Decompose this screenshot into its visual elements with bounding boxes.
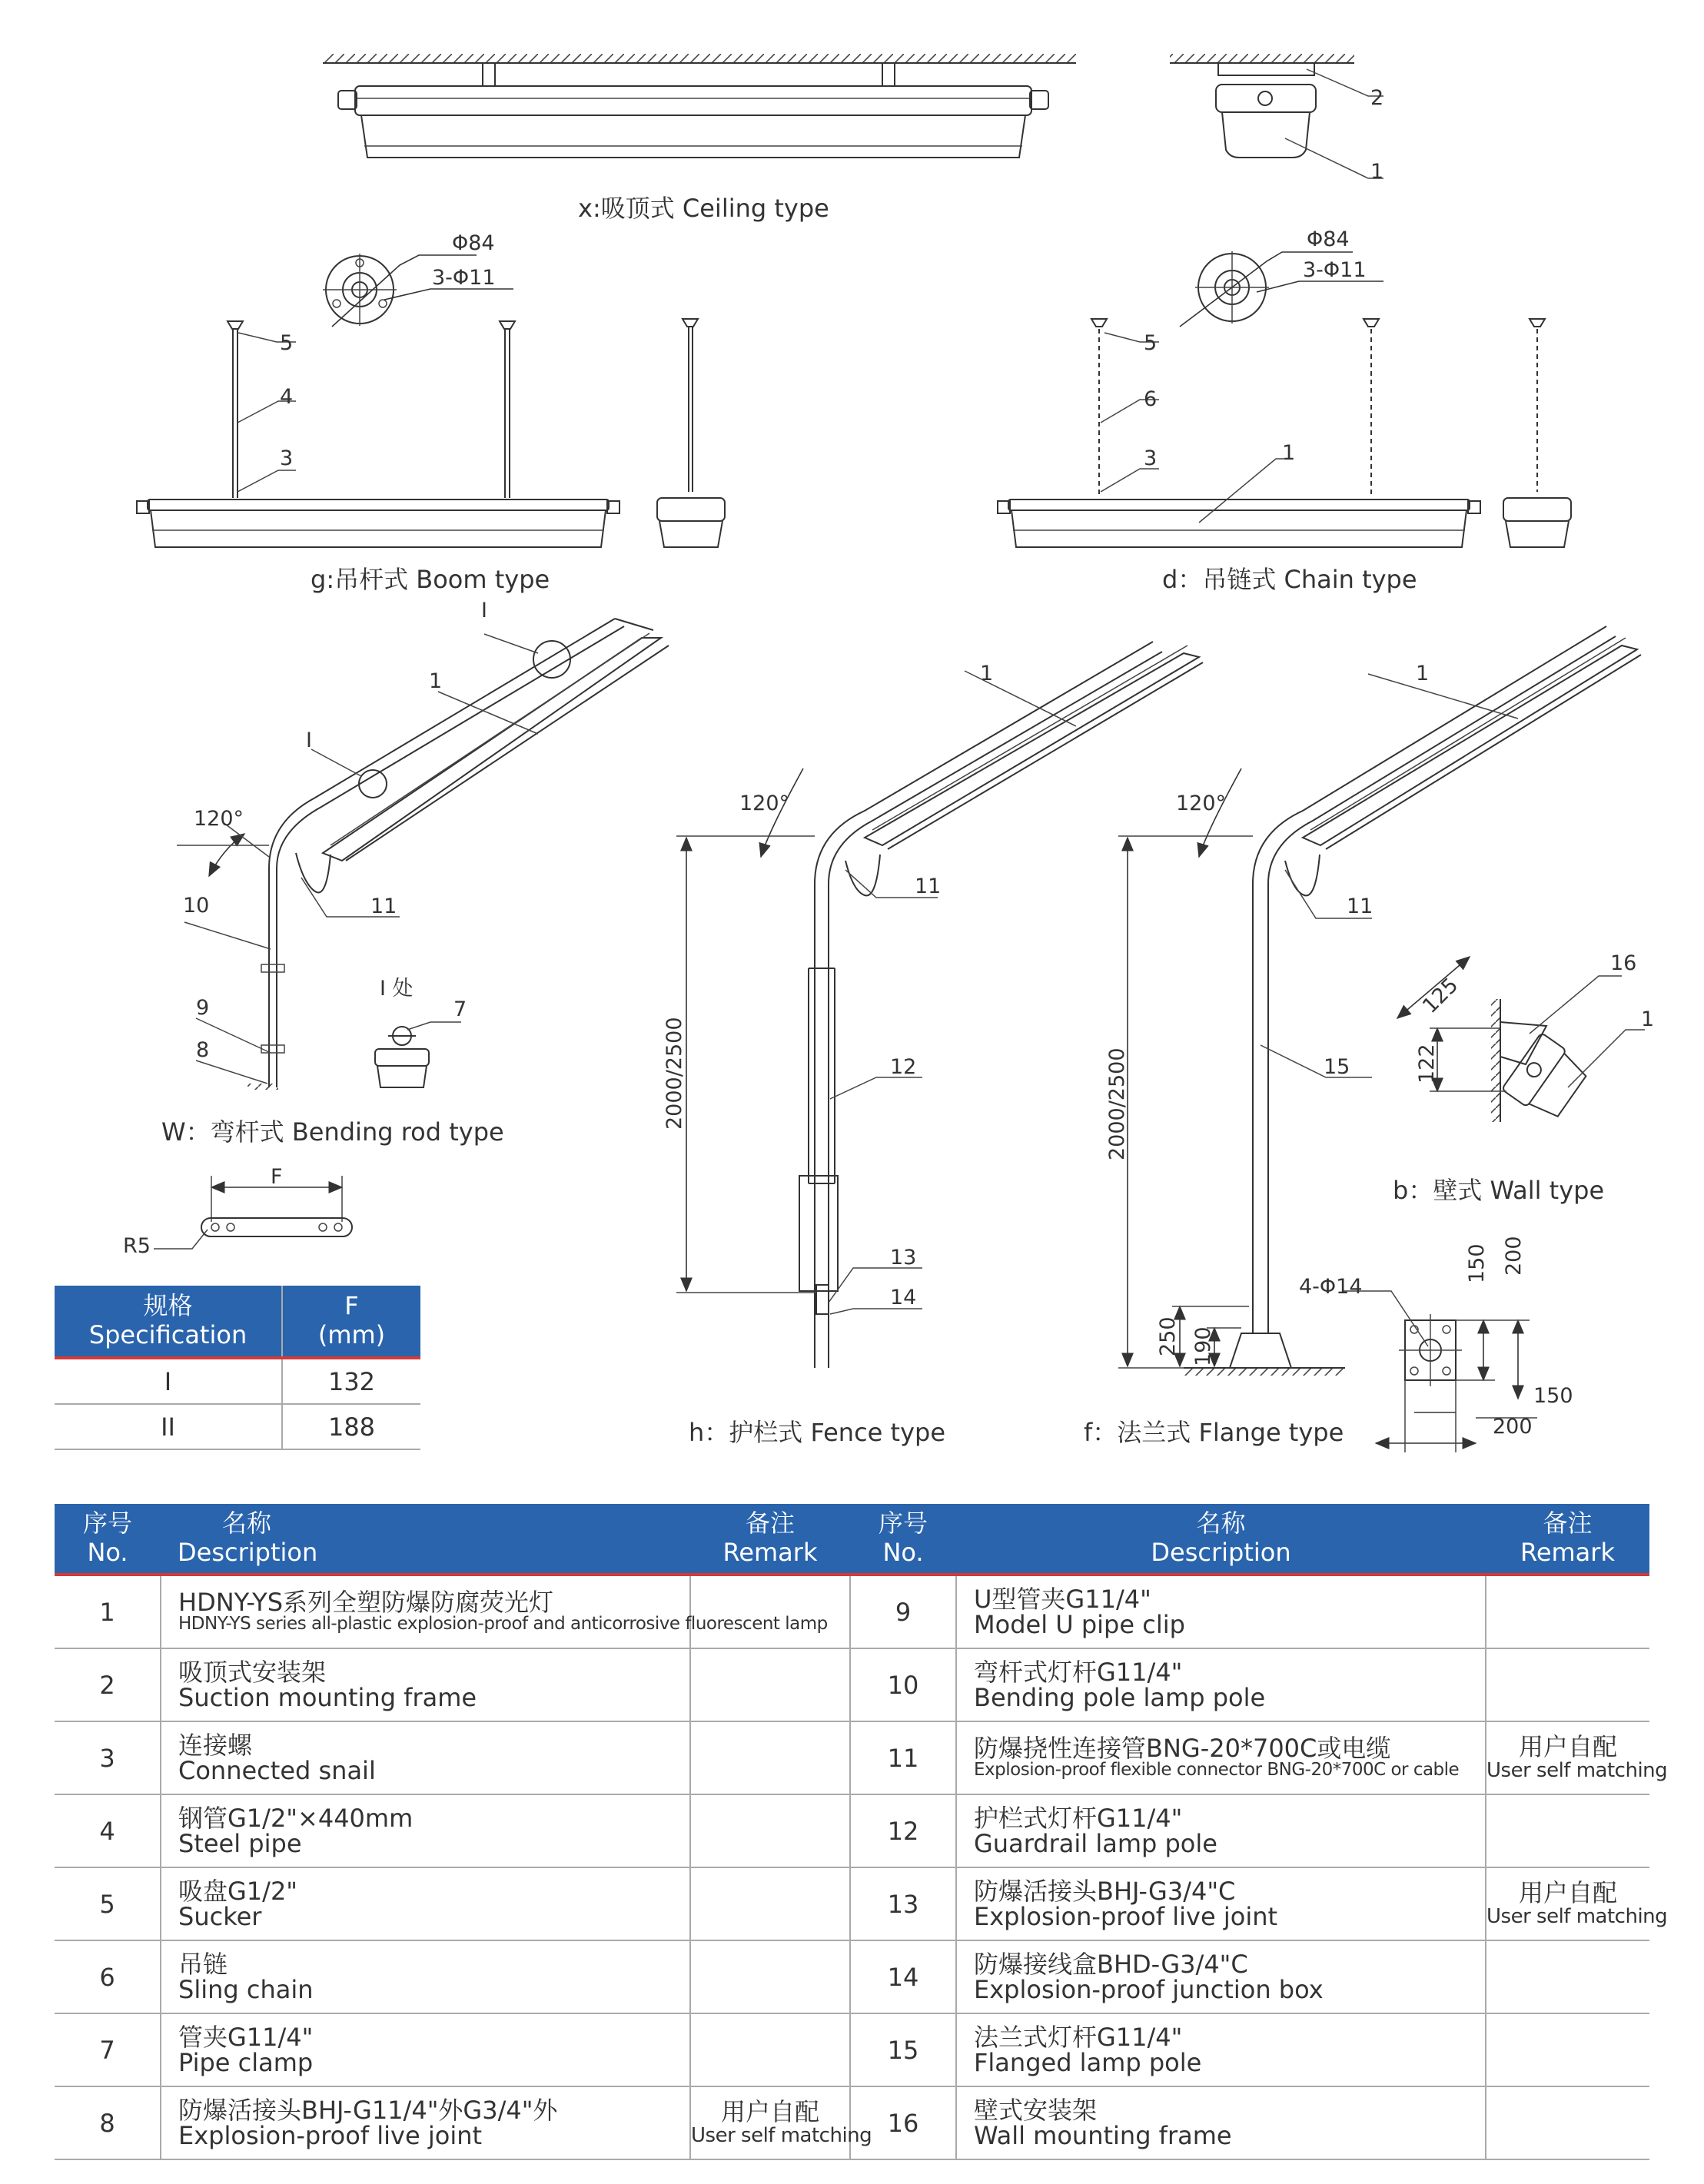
dim-150-h: 150 (1533, 1384, 1573, 1408)
table-row (55, 1794, 1649, 1867)
header-desc-en: Description (178, 1538, 318, 1567)
label-3-chain: 3 (1144, 446, 1158, 470)
part-description-cell (956, 1867, 1486, 1940)
part-description-cell (161, 2086, 690, 2159)
dim-height-fence: 2000/2500 (663, 1017, 686, 1130)
part-name-zh: HDNY-YS系列全塑防爆防腐荧光灯 (178, 1588, 554, 1618)
part-name-zh: 法兰式灯杆G11/4" (974, 2022, 1183, 2052)
part-remark-cell (1486, 1721, 1668, 1794)
part-name-en: Steel pipe (178, 1828, 302, 1858)
part-name-en: Flanged lamp pole (974, 2047, 1202, 2077)
header-desc (161, 1504, 690, 1575)
caption-bending: W：弯杆式 Bending rod type (161, 1117, 504, 1147)
dim-height-flange: 2000/2500 (1105, 1047, 1129, 1160)
detail-I-view (375, 1022, 461, 1087)
part-name-zh: 连接螺 (178, 1730, 253, 1760)
part-description-cell (161, 1721, 690, 1794)
mark-I-2: I (481, 599, 487, 622)
spec-header-row (55, 1286, 420, 1358)
dim-125: 125 (1418, 973, 1463, 1018)
part-name-en: Sucker (178, 1901, 262, 1931)
part-remark-cell (1486, 2086, 1649, 2159)
part-name-zh: 吊链 (178, 1949, 228, 1979)
part-number-cell: 13 (850, 1867, 956, 1940)
part-name-zh: 防爆活接头BHJ-G11/4"外G3/4"外 (178, 2095, 558, 2125)
label-2: 2 (1370, 86, 1384, 110)
part-remark-cell (1486, 1648, 1649, 1721)
part-name-zh: 护栏式灯杆G11/4" (974, 1803, 1183, 1833)
label-11-bending: 11 (370, 895, 397, 918)
table-row (55, 1940, 1649, 2013)
label-14: 14 (890, 1286, 917, 1309)
part-number-cell: 4 (55, 1794, 161, 1867)
label-16: 16 (1610, 951, 1637, 975)
label-11-fence: 11 (915, 875, 942, 898)
part-description-cell (956, 1575, 1486, 1648)
label-5-chain: 5 (1144, 331, 1158, 355)
label-7: 7 (453, 997, 467, 1021)
header-no (55, 1504, 161, 1575)
part-name-en: Model U pipe clip (974, 1609, 1185, 1639)
part-description-cell (956, 1940, 1486, 2013)
spec-header-spec-zh: 规格 (143, 1291, 193, 1321)
part-number-cell: 8 (55, 2086, 161, 2159)
header-remark-en: Remark (1520, 1538, 1615, 1567)
dim-250: 250 (1156, 1316, 1180, 1356)
chain-end-view (1503, 319, 1571, 547)
table-row (55, 2013, 1649, 2086)
part-number-cell: 3 (55, 1721, 161, 1794)
part-remark-cell (690, 1721, 850, 1794)
header-remark-zh: 备注 (1543, 1509, 1593, 1538)
table-row (55, 1404, 420, 1449)
part-number-cell: 15 (850, 2013, 956, 2086)
part-number-cell: 7 (55, 2013, 161, 2086)
part-description-cell (956, 1721, 1486, 1794)
detail-caption: I 处 (380, 977, 414, 1001)
part-name-en: Connected snail (178, 1755, 376, 1785)
spec-header-spec (55, 1286, 282, 1358)
parts-header-row (55, 1504, 1649, 1575)
dim-190: 190 (1191, 1326, 1215, 1366)
part-number-cell: 16 (850, 2086, 956, 2159)
spec-header-f-en: (mm) (317, 1320, 386, 1349)
part-description-cell (161, 1575, 828, 1648)
boom-end-view (657, 319, 725, 547)
header-no-en: No. (87, 1538, 128, 1567)
part-description-cell (161, 1794, 690, 1867)
part-name-zh: 防爆挠性连接管BNG-20*700C或电缆 (974, 1734, 1391, 1764)
part-name-en: Sling chain (178, 1974, 314, 2004)
part-name-en: Explosion-proof live joint (974, 1901, 1278, 1931)
label-1-flange: 1 (1416, 662, 1430, 685)
f-cell: 188 (282, 1404, 420, 1449)
part-name-zh: 管夹G11/4" (178, 2022, 314, 2052)
header-no-zh: 序号 (82, 1509, 132, 1538)
part-description-cell (161, 2013, 690, 2086)
f-cell: 132 (282, 1358, 420, 1404)
table-row (55, 1721, 1649, 1794)
spec-header-spec-en: Specification (88, 1320, 247, 1349)
part-description-cell (956, 1794, 1486, 1867)
part-number-cell: 9 (850, 1575, 956, 1648)
dim-150-v: 150 (1465, 1243, 1489, 1283)
part-number-cell: 10 (850, 1648, 956, 1721)
part-name-en: Wall mounting frame (974, 2120, 1232, 2150)
header-remark-zh: 备注 (745, 1509, 795, 1538)
part-number-cell: 14 (850, 1940, 956, 2013)
part-remark-cell (1486, 1940, 1649, 2013)
part-description-cell (161, 1648, 690, 1721)
dim-angle-fence: 120° (739, 792, 790, 815)
header-desc-zh: 名称 (1196, 1509, 1246, 1538)
part-description-cell (956, 2013, 1486, 2086)
part-name-zh: 钢管G1/2"×440mm (178, 1803, 414, 1833)
table-row (55, 1358, 420, 1404)
remark-zh: 用户自配 (720, 2097, 819, 2127)
header-no (850, 1504, 956, 1575)
table-row (55, 1648, 1649, 1721)
label-1-ceiling: 1 (1370, 160, 1384, 184)
spec-header-f (282, 1286, 420, 1358)
bending-rod-view (177, 619, 669, 1090)
part-name-en: Bending pole lamp pole (974, 1682, 1266, 1712)
part-number-cell: 11 (850, 1721, 956, 1794)
remark-en: User self matching (1486, 1904, 1668, 1928)
table-row (55, 1867, 1649, 1940)
part-remark-cell (1486, 1575, 1649, 1648)
dim-flange-holes: 4-Φ14 (1299, 1275, 1363, 1299)
part-remark-cell (690, 1867, 850, 1940)
part-description-cell (161, 1867, 690, 1940)
spec-cell: II (55, 1404, 282, 1449)
caption-chain: d：吊链式 Chain type (1162, 565, 1417, 594)
part-name-zh: 防爆活接头BHJ-G3/4"C (974, 1876, 1236, 1906)
remark-zh: 用户自配 (1518, 1732, 1617, 1762)
table-row (55, 1575, 1649, 1648)
spec-header-f-zh: F (344, 1291, 359, 1321)
remark-zh: 用户自配 (1518, 1878, 1617, 1908)
dim-200-v: 200 (1502, 1236, 1526, 1276)
boom-sucker-detail (323, 254, 513, 327)
part-remark-cell (690, 1575, 850, 1648)
dim-phi84-chain: Φ84 (1307, 227, 1350, 251)
label-12: 12 (890, 1055, 917, 1079)
part-name-zh: 防爆接线盒BHD-G3/4"C (974, 1949, 1248, 1979)
header-no-en: No. (882, 1538, 924, 1567)
header-no-zh: 序号 (878, 1509, 928, 1538)
fence-type-view (676, 642, 1203, 1368)
dim-angle-flange: 120° (1176, 792, 1227, 815)
label-1-chain: 1 (1282, 441, 1296, 465)
ceiling-type-view (323, 54, 1076, 158)
dim-122: 122 (1415, 1044, 1439, 1084)
header-remark (690, 1504, 850, 1575)
part-number-cell: 2 (55, 1648, 161, 1721)
spec-cell: I (55, 1358, 282, 1404)
part-description-cell (956, 2086, 1486, 2159)
caption-ceiling: x:吸顶式 Ceiling type (578, 194, 829, 223)
part-description-cell (161, 1940, 690, 2013)
dim-phi84-boom: Φ84 (452, 231, 495, 255)
part-remark-cell (690, 1940, 850, 2013)
caption-fence: h：护栏式 Fence type (689, 1418, 946, 1447)
part-number-cell: 12 (850, 1794, 956, 1867)
caption-wall: b：壁式 Wall type (1393, 1176, 1605, 1205)
remark-en: User self matching (691, 2123, 872, 2147)
label-8: 8 (196, 1038, 210, 1062)
boom-type-view (137, 321, 619, 547)
label-3-boom: 3 (280, 446, 294, 470)
dim-200-h: 200 (1493, 1415, 1533, 1439)
label-5-boom: 5 (280, 331, 294, 355)
part-name-zh: U型管夹G11/4" (974, 1584, 1151, 1614)
header-remark (1486, 1504, 1649, 1575)
parts-table (55, 1504, 1668, 2160)
chain-type-view (998, 319, 1480, 547)
label-13: 13 (890, 1246, 917, 1270)
table-row (55, 2086, 1649, 2159)
part-description-cell (956, 1648, 1486, 1721)
part-name-en: HDNY-YS series all-plastic explosion-proof and anticorrosive fluorescent lamp (178, 1614, 828, 1635)
label-15: 15 (1324, 1055, 1350, 1079)
label-6: 6 (1144, 387, 1158, 411)
part-name-zh: 吸盘G1/2" (178, 1876, 298, 1906)
ceiling-end-view (1170, 54, 1383, 178)
remark-en: User self matching (1486, 1758, 1668, 1782)
spec-table (55, 1286, 420, 1450)
part-name-zh: 弯杆式灯杆G11/4" (974, 1657, 1183, 1687)
header-desc (956, 1504, 1486, 1575)
dim-F: F (271, 1165, 283, 1189)
part-number-cell: 5 (55, 1867, 161, 1940)
dim-R5: R5 (123, 1234, 151, 1258)
part-number-cell: 6 (55, 1940, 161, 2013)
part-remark-cell (1486, 1794, 1649, 1867)
part-remark-cell (690, 1648, 850, 1721)
part-number-cell: 1 (55, 1575, 161, 1648)
header-desc-zh: 名称 (222, 1509, 272, 1538)
flange-type-view (1118, 626, 1641, 1376)
part-remark-cell (1486, 2013, 1649, 2086)
caption-boom: g:吊杆式 Boom type (311, 565, 550, 594)
wall-type-view (1397, 957, 1645, 1124)
part-name-en: Suction mounting frame (178, 1682, 477, 1712)
part-name-zh: 吸顶式安装架 (178, 1657, 327, 1687)
label-1-fence: 1 (980, 662, 994, 685)
part-remark-cell (690, 2013, 850, 2086)
part-name-en: Explosion-proof live joint (178, 2120, 483, 2150)
label-1-wall: 1 (1641, 1007, 1655, 1031)
label-1-bending: 1 (429, 669, 443, 693)
part-name-en: Explosion-proof flexible connector BNG-20*700C or cable (974, 1760, 1460, 1781)
label-10: 10 (183, 894, 210, 918)
dim-angle-bending: 120° (194, 807, 244, 831)
label-4: 4 (280, 385, 294, 409)
dim-holes-chain: 3-Φ11 (1303, 258, 1367, 282)
dim-holes-boom: 3-Φ11 (432, 266, 496, 290)
part-remark-cell (1486, 1867, 1668, 1940)
label-11-flange: 11 (1347, 895, 1373, 918)
header-remark-en: Remark (722, 1538, 818, 1567)
mark-I-1: I (306, 729, 312, 752)
pipe-clamp-view (154, 1176, 352, 1249)
part-remark-cell (690, 2086, 872, 2159)
part-name-en: Guardrail lamp pole (974, 1828, 1217, 1858)
header-desc-en: Description (1151, 1538, 1291, 1567)
part-name-en: Explosion-proof junction box (974, 1974, 1324, 2004)
part-name-zh: 壁式安装架 (974, 2095, 1098, 2125)
part-remark-cell (690, 1794, 850, 1867)
label-9: 9 (196, 996, 210, 1020)
part-name-en: Pipe clamp (178, 2047, 314, 2077)
caption-flange: f：法兰式 Flange type (1084, 1418, 1344, 1447)
